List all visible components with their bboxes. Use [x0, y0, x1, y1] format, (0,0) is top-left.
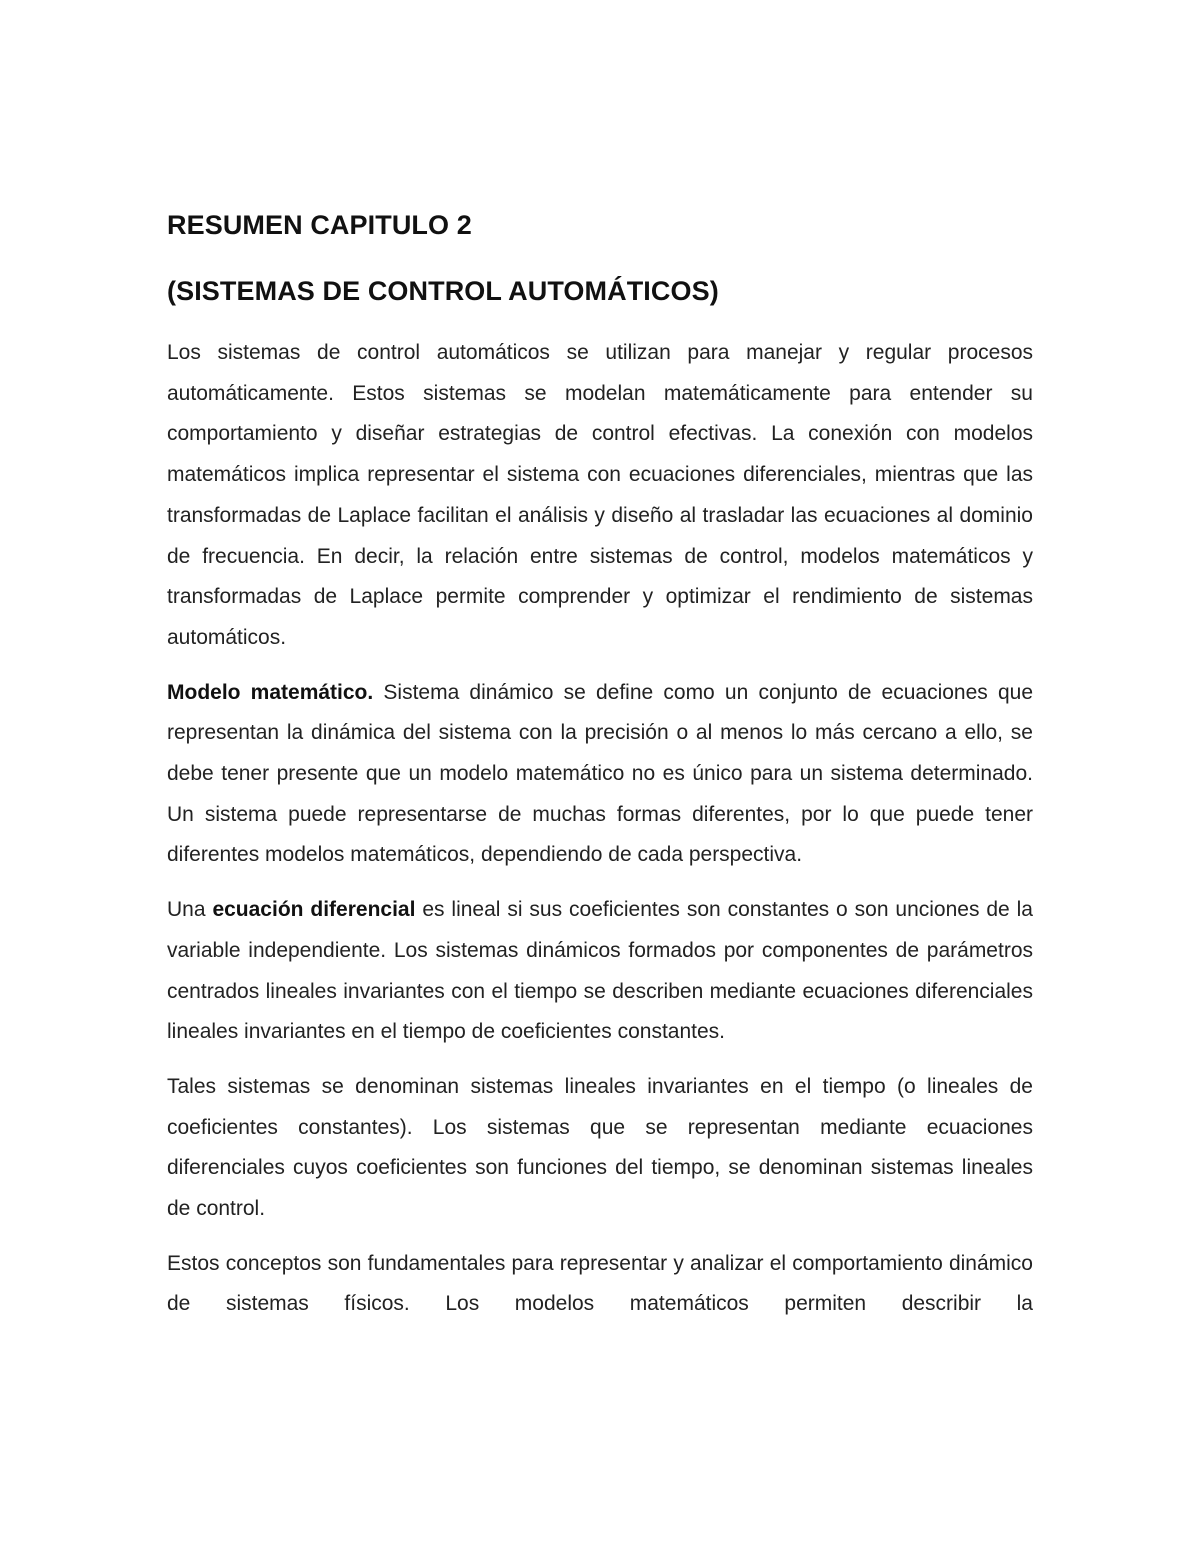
paragraph-conceptos: Estos conceptos son fundamentales para representar y analizar el comportamiento dinámico de sistemas físicos. Los modelos matemáticos permiten describir la: [167, 1251, 1033, 1316]
term-modelo-matematico: Modelo matemático.: [167, 680, 374, 704]
paragraph-ecuacion-diferencial: [167, 890, 1033, 1053]
paragraph-sistemas-lineales: Tales sistemas se denominan sistemas lineales invariantes en el tiempo (o lineales de coeficientes constantes). Los sistemas que se representan mediante ecuaciones diferenciales cuyos coeficientes son funciones del tiempo, se denominan sistemas lineales de control.: [167, 1074, 1033, 1221]
document-subtitle: (SISTEMAS DE CONTROL AUTOMÁTICOS): [167, 276, 719, 306]
paragraph-modelo-matematico: [167, 673, 1033, 877]
term-ecuacion-diferencial: ecuación diferencial: [212, 898, 416, 922]
paragraph-ecuacion-diferencial-text: es lineal si sus coeficientes son constantes o son unciones de la variable independiente. Los sistemas dinámicos formados por componentes de parámetros centrados lineales invariantes con el tiempo se describen mediante ecuaciones diferenciales lineales invariantes en el tiempo de coeficientes constantes.: [167, 898, 1033, 1044]
document-page: [167, 205, 1033, 1325]
paragraph-modelo-matematico-text: Sistema dinámico se define como un conjunto de ecuaciones que representan la dinámica del sistema con la precisión o al menos lo más cercano a ello, se debe tener presente que un modelo matemático no es único para un sistema determinado. Un sistema puede representarse de muchas formas diferentes, por lo que puede tener diferentes modelos matemáticos, dependiendo de cada perspectiva.: [167, 680, 1033, 867]
document-title: RESUMEN CAPITULO 2: [167, 210, 472, 240]
paragraph-intro: Los sistemas de control automáticos se utilizan para manejar y regular procesos automáticamente. Estos sistemas se modelan matemáticamente para entender su comportamiento y diseñar estrategias de control efectivas. La conexión con modelos matemáticos implica representar el sistema con ecuaciones diferenciales, mientras que las transformadas de Laplace facilitan el análisis y diseño al trasladar las ecuaciones al dominio de frecuencia. En decir, la relación entre sistemas de control, modelos matemáticos y transformadas de Laplace permite comprender y optimizar el rendimiento de sistemas automáticos.: [167, 341, 1033, 649]
paragraph-ecuacion-diferencial-prefix: Una: [167, 898, 213, 922]
